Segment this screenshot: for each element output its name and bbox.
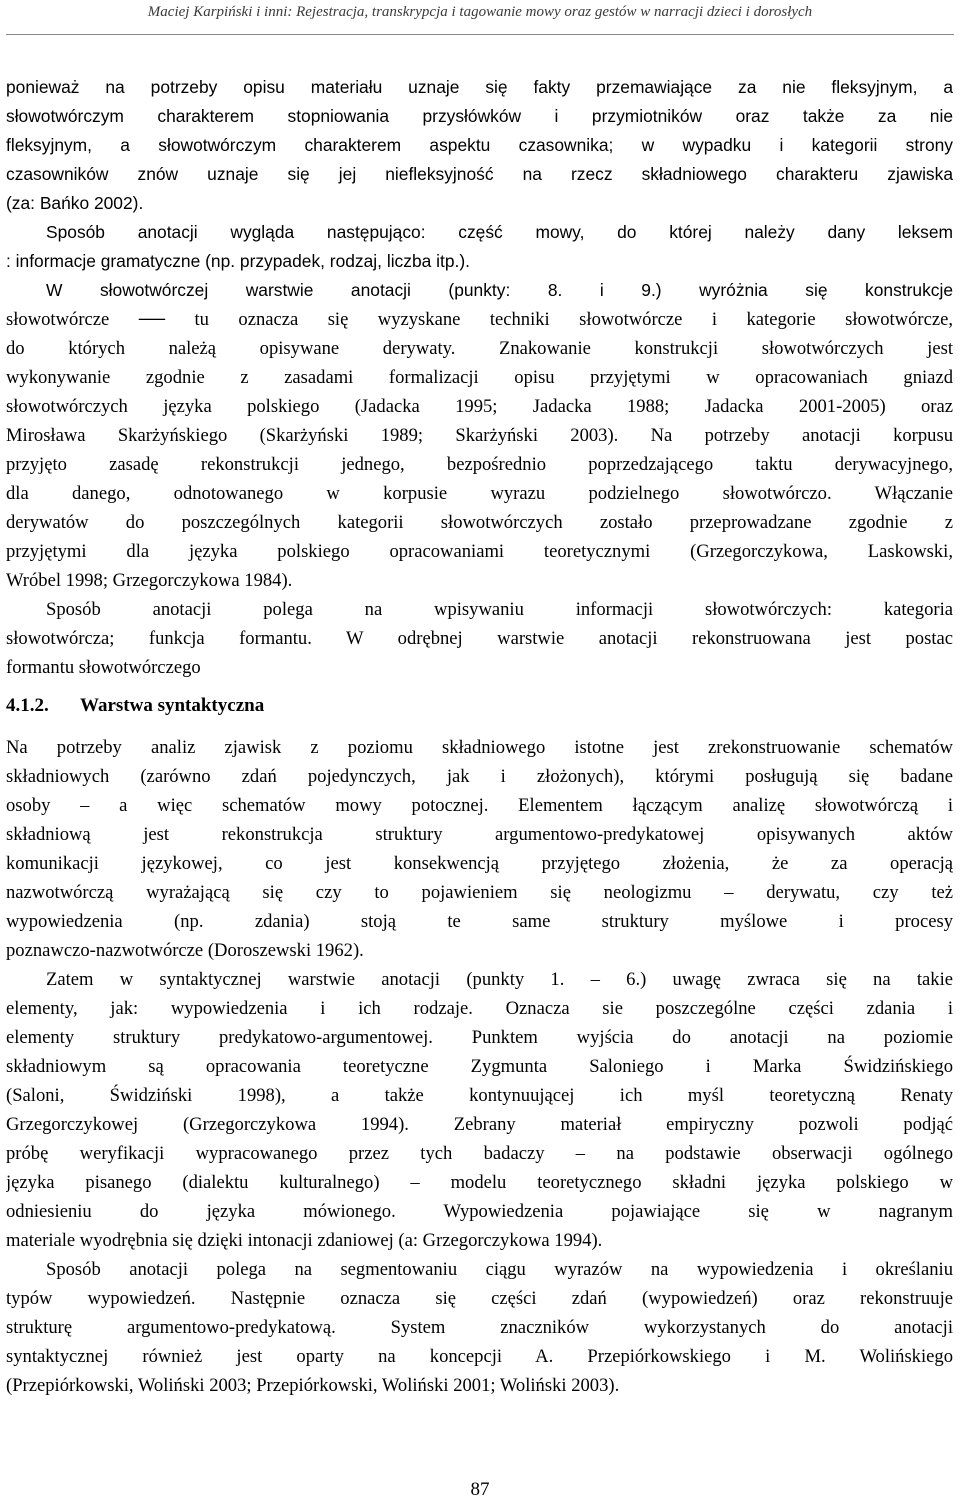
- section-title: Warstwa syntaktyczna: [80, 695, 265, 716]
- text-line: próbę weryfikacji wypracowanego przez tych badaczy – na podstawie obserwacji ogólnego: [6, 1143, 953, 1164]
- text-line: przyjęto zasadę rekonstrukcji jednego, bezpośrednio poprzedzającego taktu derywacyjnego,: [6, 454, 953, 475]
- running-header: Maciej Karpiński i inni: Rejestracja, transkrypcja i tagowanie mowy oraz gestów w narracji dzieci i dorosłych: [147, 4, 813, 20]
- paragraph-annotation-method: [6, 218, 953, 276]
- paragraph-wordformation-layer: [6, 305, 953, 595]
- text-line: Sposób anotacji wygląda następująco: część mowy, do której należy dany leksem: [46, 222, 953, 242]
- text-line: czasowników znów uznaje się jej niefleksyjność na rzecz składniowego charakteru zjawiska: [6, 164, 953, 184]
- text-line: do których należą opisywane derywaty. Znakowanie konstrukcji słowotwórczych jest: [6, 338, 953, 359]
- text-line: Na potrzeby analiz zjawisk z poziomu składniowego istotne jest zrekonstruowanie schematów: [6, 737, 953, 758]
- header-divider: [6, 34, 954, 35]
- text-line: Sposób anotacji polega na segmentowaniu ciągu wyrazów na wypowiedzenia i określaniu: [46, 1259, 953, 1280]
- text-line: typów wypowiedzeń. Następnie oznacza się części zdań (wypowiedzeń) oraz rekonstruuje: [6, 1288, 953, 1309]
- text-line: (Saloni, Świdziński 1998), a także kontynuującej ich myśl teoretyczną Renaty: [6, 1085, 953, 1106]
- paragraph-syntactic-method: [6, 1255, 953, 1400]
- text-line: komunikacji językowej, co jest konsekwencją przyjętego złożenia, że za operacją: [6, 853, 953, 874]
- paragraph-syntactic-layer: [6, 965, 953, 1255]
- text-line: składniową jest rekonstrukcja struktury argumentowo-predykatowej opisywanych aktów: [6, 824, 953, 845]
- section-number: 4.1.2.: [6, 695, 49, 716]
- text-line: (Przepiórkowski, Woliński 2003; Przepiórkowski, Woliński 2001; Woliński 2003).: [6, 1375, 620, 1396]
- text-line: Sposób anotacji polega na wpisywaniu informacji słowotwórczych: kategoria: [46, 599, 953, 620]
- text-line: słowotwórcze ── tu oznacza się wyzyskane techniki słowotwórcze i kategorie słowotwórcze,: [6, 309, 953, 330]
- text-line: derywatów do poszczególnych kategorii słowotwórczych zostało przeprowadzane zgodnie z: [6, 512, 953, 533]
- page-number: 87: [470, 1479, 490, 1500]
- section-heading: [6, 690, 264, 722]
- text-line: Mirosława Skarżyńskiego (Skarżyński 1989; Skarżyński 2003). Na potrzeby anotacji korpusu: [6, 425, 953, 446]
- text-line: dla danego, odnotowanego w korpusie wyrazu podzielnego słowotwórczo. Włączanie: [6, 483, 953, 504]
- paragraph-continuation: [6, 73, 953, 218]
- text-line: : informacje gramatyczne (np. przypadek, rodzaj, liczba itp.).: [6, 251, 470, 271]
- text-line: materiale wyodrębnia się dzięki intonacji zdaniowej (a: Grzegorczykowa 1994).: [6, 1230, 603, 1251]
- text-line: elementy struktury predykatowo-argumentowej. Punktem wyjścia do anotacji na poziomie: [6, 1027, 953, 1048]
- text-line: W słowotwórczej warstwie anotacji (punkty: 8. i 9.) wyróżnia się konstrukcje: [46, 280, 953, 300]
- text-line: wykonywanie zgodnie z zasadami formalizacji opisu przyjętymi w opracowaniach gniazd: [6, 367, 953, 388]
- text-line: osoby – a więc schematów mowy potocznej. Elementem łączącym analizę słowotwórczą i: [6, 795, 953, 816]
- paragraph-wordformation-layer-intro: [6, 276, 953, 305]
- text-line: Wróbel 1998; Grzegorczykowa 1984).: [6, 570, 293, 591]
- text-line: formantu słowotwórczego: [6, 657, 201, 678]
- text-line: poznawczo-nazwotwórcze (Doroszewski 1962).: [6, 940, 364, 961]
- text-line: (za: Bańko 2002).: [6, 193, 144, 213]
- text-line: syntaktycznej również jest oparty na koncepcji A. Przepiórkowskiego i M. Wolińskiego: [6, 1346, 953, 1367]
- text-line: odniesieniu do języka mówionego. Wypowiedzenia pojawiające się w nagranym: [6, 1201, 953, 1222]
- paragraph-syntactic-intro: [6, 733, 953, 965]
- text-line: składniowym są opracowania teoretyczne Zygmunta Saloniego i Marka Świdzińskiego: [6, 1056, 953, 1077]
- text-line: fleksyjnym, a słowotwórczym charakterem aspektu czasownika; w wypadku i kategorii strony: [6, 135, 953, 155]
- text-line: słowotwórcza; funkcja formantu. W odrębnej warstwie anotacji rekonstruowana jest postac: [6, 628, 953, 649]
- text-line: składniowych (zarówno zdań pojedynczych, jak i złożonych), którymi posługują się badane: [6, 766, 953, 787]
- text-line: Zatem w syntaktycznej warstwie anotacji (punkty 1. – 6.) uwagę zwraca się na takie: [46, 969, 953, 990]
- paragraph-wordformation-method: [6, 595, 953, 682]
- text-line: elementy, jak: wypowiedzenia i ich rodzaje. Oznacza sie poszczególne części zdania i: [6, 998, 953, 1019]
- text-line: wypowiedzenia (np. zdania) stoją te same struktury myślowe i procesy: [6, 911, 953, 932]
- text-line: ponieważ na potrzeby opisu materiału uznaje się fakty przemawiające za nie fleksyjnym, a: [6, 77, 953, 97]
- text-line: strukturę argumentowo-predykatową. System znaczników wykorzystanych do anotacji: [6, 1317, 953, 1338]
- text-line: przyjętymi dla języka polskiego opracowaniami teoretycznymi (Grzegorczykowa, Laskowski,: [6, 541, 953, 562]
- text-line: słowotwórczych języka polskiego (Jadacka 1995; Jadacka 1988; Jadacka 2001-2005) oraz: [6, 396, 953, 417]
- text-line: Grzegorczykowej (Grzegorczykowa 1994). Zebrany materiał empiryczny pozwoli podjąć: [6, 1114, 953, 1135]
- text-line: języka pisanego (dialektu kulturalnego) – modelu teoretycznego składni języka polskiego w: [6, 1172, 953, 1193]
- section-body-wordformation: [6, 218, 953, 682]
- section-body-syntactic: [6, 733, 953, 1400]
- text-line: słowotwórczym charakterem stopniowania przysłówków i przymiotników oraz także za nie: [6, 106, 953, 126]
- text-line: nazwotwórczą wyrażającą się czy to pojawieniem się neologizmu – derywatu, czy też: [6, 882, 953, 903]
